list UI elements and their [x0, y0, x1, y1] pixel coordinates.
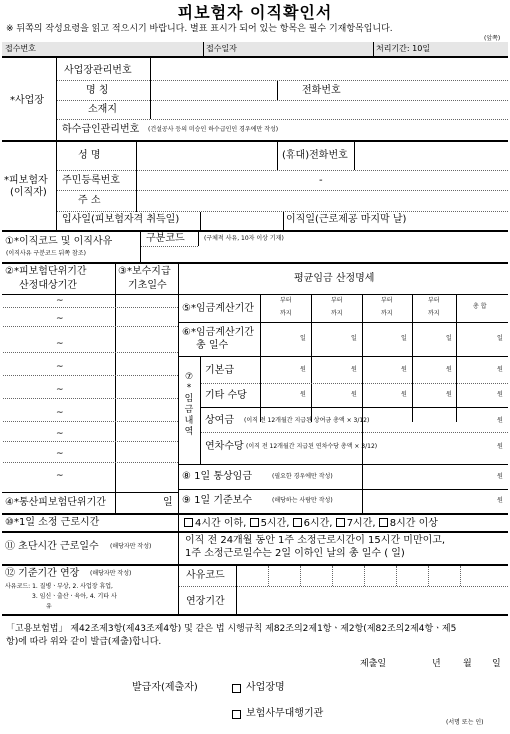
period-tilde: ~ [56, 339, 64, 349]
period-tilde: ~ [56, 385, 64, 395]
won-unit: 원 [497, 417, 503, 424]
subcontract-note: (건설공사 등의 미승인 하수급인인 경우에만 작성) [148, 126, 279, 133]
wage-calc-header: 평균임금 산정명세 [294, 273, 375, 284]
insured-unit-period-sub: 산정대상기간 [19, 280, 77, 291]
period-tilde: ~ [56, 449, 64, 459]
base-pay-label: 기본급 [205, 365, 234, 376]
leave-code-note: (구체적 사유, 10자 이상 기재) [204, 235, 284, 242]
day-unit: 일 [351, 335, 357, 342]
wage-to-2: 까지 [331, 310, 343, 317]
wage-from-2: 부터 [331, 297, 343, 304]
hours-4-checkbox[interactable] [184, 518, 193, 527]
insured-name-label: 성 명 [78, 150, 101, 161]
leave-code-sub: (이직사유 구분코드 뒤쪽 참조) [6, 250, 86, 257]
won-unit: 원 [497, 497, 503, 504]
leave-date-label: 이직일(근로제공 마지막 날) [286, 214, 407, 225]
agency-checkbox[interactable] [232, 710, 241, 719]
wage-from-1: 부터 [280, 297, 292, 304]
hours-7-checkbox[interactable] [336, 518, 345, 527]
wage-from-3: 부터 [381, 297, 393, 304]
won-unit: 원 [351, 391, 357, 398]
day-unit: 일 [446, 335, 452, 342]
legal-basis-line-1: 「고용보험법」 제42조제3항(제43조제4항) 및 같은 법 시행규칙 제82조의2제1항ㆍ제2항(제82조의2제4항ㆍ제5 [6, 624, 457, 634]
workplace-name-label: 명 칭 [86, 85, 109, 96]
workplace-section-label: *사업장 [10, 95, 44, 106]
hours-8-checkbox[interactable] [379, 518, 388, 527]
extension-reasons-2: 3. 임신ㆍ출산ㆍ육아, 4. 기타 사 [32, 593, 117, 600]
workplace-phone-label: 전화번호 [302, 85, 341, 96]
wage-calc-period-label: ⑤*임금계산기간 [182, 303, 254, 314]
daily-ordinary-wage-note: (필요한 경우에만 작성) [272, 473, 333, 480]
won-unit: 원 [497, 443, 503, 450]
wage-from-4: 부터 [428, 297, 440, 304]
daily-standard-pay-label: ⑨ 1일 기준보수 [182, 495, 252, 506]
employer-checkbox[interactable] [232, 684, 241, 693]
wage-details-label: ⑦*임금내역 [184, 372, 194, 437]
day-unit: 일 [300, 335, 306, 342]
daily-ordinary-wage-label: ⑧ 1일 통상임금 [182, 471, 252, 482]
period-tilde: ~ [56, 408, 64, 418]
won-unit: 원 [446, 391, 452, 398]
bonus-note: (이직 전 12개월간 지급된 상여금 총액 × 3/12) [244, 417, 370, 424]
won-unit: 원 [401, 391, 407, 398]
annual-leave-allowance-note: (이직 전 12개월간 지급된 연차수당 총액 × 3/12) [246, 443, 378, 450]
wage-to-1: 까지 [280, 310, 292, 317]
pay-base-days-label: ③*보수지급 [118, 266, 171, 277]
won-unit: 원 [401, 366, 407, 373]
ultra-short-desc-2: 1주 소정근로일수는 2일 이하인 날의 총 일수 ( 일) [185, 548, 405, 559]
won-unit: 원 [446, 366, 452, 373]
insured-address-label: 주 소 [78, 195, 101, 206]
insured-rrn-label: 주민등록번호 [62, 175, 120, 186]
wage-calc-days-label: ⑥*임금계산기간 [182, 327, 254, 338]
wage-to-3: 까지 [381, 310, 393, 317]
insured-unit-period-label: ②*피보험단위기간 [5, 266, 87, 277]
ultra-short-workdays-label: ⑪ 초단시간 근로일수 [5, 541, 99, 552]
won-unit: 원 [497, 391, 503, 398]
document-title: 피보험자 이직확인서 [177, 3, 333, 22]
receipt-row [2, 42, 508, 56]
processing-period-label: 처리기간: 10일 [376, 44, 431, 53]
period-tilde: ~ [56, 429, 64, 439]
annual-leave-allowance-label: 연차수당 [205, 441, 244, 452]
wage-total-label: 총 합 [473, 303, 487, 310]
page-side-mark: (앞쪽) [484, 35, 501, 42]
extension-reason-code-label: 사유코드 [186, 570, 225, 581]
submit-day-label: 일 [492, 659, 501, 669]
won-unit: 원 [497, 366, 503, 373]
hours-4-label: 4시간 이하, [195, 518, 247, 529]
extension-period-label: 연장기간 [186, 596, 225, 607]
wage-to-4: 까지 [428, 310, 440, 317]
hours-7-label: 7시간, [346, 518, 376, 529]
submit-date-label: 제출일 [360, 659, 387, 669]
extension-reasons-3: 유 [46, 603, 52, 610]
extension-reasons-1: 사유코드: 1. 질병ㆍ부상, 2. 사업장 휴업, [5, 583, 113, 590]
leave-code-label: ①*이직코드 및 이직사유 [5, 236, 113, 247]
won-unit: 원 [300, 391, 306, 398]
submit-year-label: 년 [432, 659, 441, 669]
legal-basis-line-2: 항)에 따라 위와 같이 발급(제출)합니다. [6, 637, 162, 647]
daily-work-hours-label: ⑩*1일 소정 근로시간 [5, 517, 100, 528]
won-unit: 원 [300, 366, 306, 373]
daily-standard-pay-note: (해당하는 사람만 작성) [272, 497, 333, 504]
receipt-number-label: 접수번호 [5, 44, 36, 53]
hours-8-label: 8시간 이상 [389, 518, 438, 529]
other-allowance-label: 기타 수당 [205, 390, 247, 401]
workplace-address-label: 소재지 [88, 104, 117, 115]
employer-label: 사업장명 [246, 682, 285, 693]
base-period-extension-note: (해당자만 작성) [90, 570, 132, 577]
leave-code-classification-label: 구분코드 [146, 233, 185, 244]
total-insured-period-label: ④*통산피보험단위기간 [5, 497, 106, 508]
day-unit: 일 [497, 335, 503, 342]
won-unit: 원 [351, 366, 357, 373]
insured-section-label: *피보험자 [4, 175, 48, 186]
issuer-label: 발급자(제출자) [132, 682, 198, 693]
ultra-short-desc-1: 이직 전 24개월 동안 1주 소정근로시간이 15시간 미만이고, [185, 535, 446, 546]
hours-6-label: 6시간, [303, 518, 333, 529]
hours-options [184, 518, 438, 529]
insured-section-sub: (이직자) [10, 187, 47, 198]
subcontract-mgmt-no-label: 하수급인관리번호 [62, 124, 140, 135]
insured-mobile-label: (휴대)전화번호 [282, 150, 348, 161]
day-unit: 일 [401, 335, 407, 342]
won-unit: 원 [497, 473, 503, 480]
receipt-date-label: 접수일자 [206, 44, 237, 53]
submit-month-label: 월 [463, 659, 472, 669]
period-tilde: ~ [56, 296, 64, 306]
hours-5-label: 5시간, [260, 518, 290, 529]
agency-label: 보험사무대행기관 [246, 708, 324, 719]
period-tilde: ~ [56, 362, 64, 372]
wage-calc-days-sub: 총 일수 [196, 340, 229, 351]
period-tilde: ~ [56, 471, 64, 481]
hire-date-label: 입사일(피보험자격 취득일) [62, 214, 180, 225]
base-period-extension-label: ⑫ 기준기간 연장 [5, 568, 80, 579]
insured-rrn-dash: - [319, 175, 323, 186]
signature-mark: (서명 또는 인) [446, 719, 484, 726]
total-insured-period-unit: 일 [163, 497, 173, 508]
instruction-text: ※ 뒤쪽의 작성요령을 읽고 적으시기 바랍니다. 별표 표시가 되어 있는 항목은 필수 기재항목입니다. [6, 24, 393, 34]
ultra-short-workdays-note: (해당자만 작성) [110, 543, 152, 550]
hours-5-checkbox[interactable] [250, 518, 259, 527]
pay-base-days-sub: 기초일수 [128, 280, 167, 291]
period-tilde: ~ [56, 314, 64, 324]
hours-6-checkbox[interactable] [293, 518, 302, 527]
bonus-label: 상여금 [205, 415, 234, 426]
workplace-mgmt-no-label: 사업장관리번호 [64, 65, 132, 76]
